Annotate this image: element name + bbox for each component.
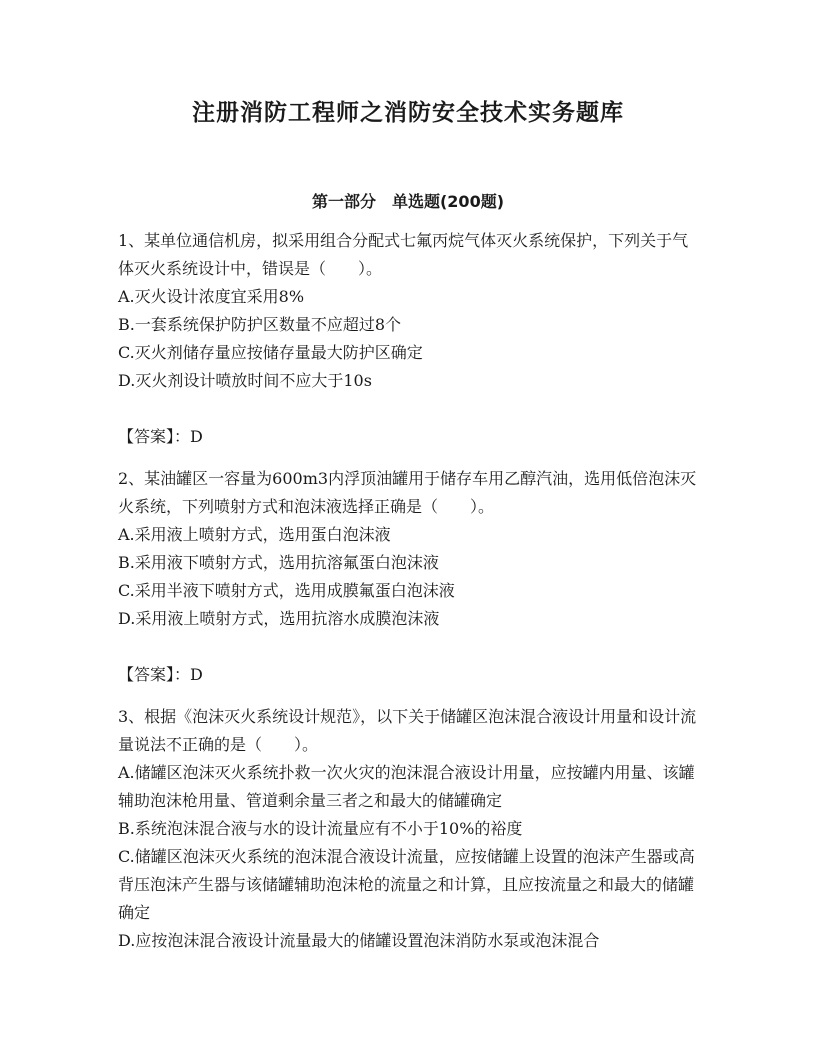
- option-b: B.系统泡沫混合液与水的设计流量应有不小于10%的裕度: [118, 819, 523, 838]
- option-c: C.灭火剂储存量应按储存量最大防护区确定: [118, 343, 423, 362]
- question-stem: 1、某单位通信机房，拟采用组合分配式七氟丙烷气体灭火系统保护，下列关于气体灭火系统设计中，错误是（ ）。: [118, 231, 689, 278]
- question-2: [118, 465, 698, 689]
- question-stem: 2、某油罐区一容量为600m3内浮顶油罐用于储存车用乙醇汽油，选用低倍泡沫灭火系统，下列喷射方式和泡沫液选择正确是（ ）。: [118, 469, 697, 516]
- option-c: C.储罐区泡沫灭火系统的泡沫混合液设计流量，应按储罐上设置的泡沫产生器或高背压泡沫产生器与该储罐辅助泡沫枪的流量之和计算，且应按流量之和最大的储罐确定: [118, 847, 695, 922]
- option-a: A.储罐区泡沫灭火系统扑救一次火灾的泡沫混合液设计用量，应按罐内用量、该罐辅助泡沫枪用量、管道剩余量三者之和最大的储罐确定: [118, 763, 695, 810]
- option-b: B.采用液下喷射方式，选用抗溶氟蛋白泡沫液: [118, 553, 439, 572]
- option-a: A.灭火设计浓度宜采用8%: [118, 287, 305, 306]
- answer-label: 【答案】：: [118, 427, 191, 446]
- option-d: D.采用液上喷射方式，选用抗溶水成膜泡沫液: [118, 609, 440, 628]
- answer-line: [118, 661, 698, 689]
- answer-line: [118, 423, 698, 451]
- option-d: D.应按泡沫混合液设计流量最大的储罐设置泡沫消防水泵或泡沫混合: [118, 931, 600, 950]
- section-title: 第一部分 单选题(200题): [311, 192, 505, 211]
- answer-label: 【答案】：: [118, 665, 191, 684]
- option-b: B.一套系统保护防护区数量不应超过8个: [118, 315, 402, 334]
- option-c: C.采用半液下喷射方式，选用成膜氟蛋白泡沫液: [118, 581, 455, 600]
- question-list: [118, 227, 698, 955]
- question-1: [118, 227, 698, 451]
- answer-value: D: [190, 427, 203, 446]
- question-3: [118, 703, 698, 955]
- question-stem: 3、根据《泡沫灭火系统设计规范》，以下关于储罐区泡沫混合液设计用量和设计流量说法不正确的是（ ）。: [118, 707, 697, 754]
- answer-value: D: [190, 665, 203, 684]
- option-d: D.灭火剂设计喷放时间不应大于10s: [118, 371, 372, 390]
- option-a: A.采用液上喷射方式，选用蛋白泡沫液: [118, 525, 391, 544]
- page-title: 注册消防工程师之消防安全技术实务题库: [192, 100, 624, 126]
